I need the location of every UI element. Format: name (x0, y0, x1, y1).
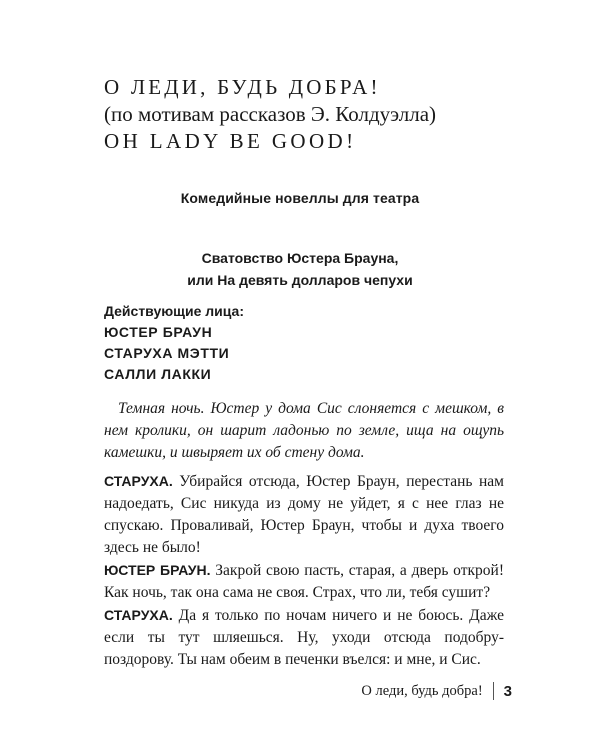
dialogue-line (104, 470, 504, 559)
speech-text: Закрой свою пасть, старая, а дверь открой! Как ночь, так она сама не своя. Страх, что ли, тебя сушит? (104, 562, 504, 601)
title-russian: О ЛЕДИ, БУДЬ ДОБРА! (104, 75, 381, 99)
footer-divider (493, 682, 494, 700)
title-english: OH LADY BE GOOD! (104, 129, 357, 153)
title-block (104, 74, 524, 155)
stage-direction: Темная ночь. Юстер у дома Сис слоняется с мешком, в нем кролики, он шарит ладонью по земле, ища на ощупь камешки, и швыряет их об стену дома. (104, 400, 504, 461)
cast-member: ЮСТЕР БРАУН (104, 324, 213, 340)
page-number: 3 (503, 682, 512, 700)
dialogue-line (104, 559, 504, 604)
play-title-line-1: Сватовство Юстера Брауна, (201, 250, 399, 266)
speech-text: Убирайся отсюда, Юстер Браун, перестань нам надоедать, Сис никуда из дому не уйдет, я с нее глаз не спускаю. Проваливай, Юстер Браун, чтобы и духа твоего здесь не было! (104, 473, 504, 556)
speaker-name: СТАРУХА. (104, 473, 173, 489)
play-title (0, 247, 600, 291)
page-footer (361, 682, 512, 700)
speech-text: Да я только по ночам ничего и не боюсь. Даже если ты тут шляешься. Ну, уходи отсюда подобру-поздорову. Ты нам обеим в печенки въелся: и мне, и Сис. (104, 607, 504, 668)
dialogue (104, 470, 504, 671)
speaker-name: СТАРУХА. (104, 607, 173, 623)
dialogue-line (104, 604, 504, 671)
cast-member: САЛЛИ ЛАККИ (104, 366, 212, 382)
speaker-name: ЮСТЕР БРАУН. (104, 562, 211, 578)
genre-heading: Комедийные новеллы для театра (180, 190, 420, 206)
title-subtitle: (по мотивам рассказов Э. Колдуэлла) (104, 102, 437, 126)
cast-heading: Действующие лица: (104, 303, 244, 319)
cast-member: СТАРУХА МЭТТИ (104, 345, 230, 361)
running-title: О леди, будь добра! (361, 682, 483, 699)
cast-list (104, 301, 244, 385)
play-title-line-2: или На девять долларов чепухи (187, 272, 413, 288)
